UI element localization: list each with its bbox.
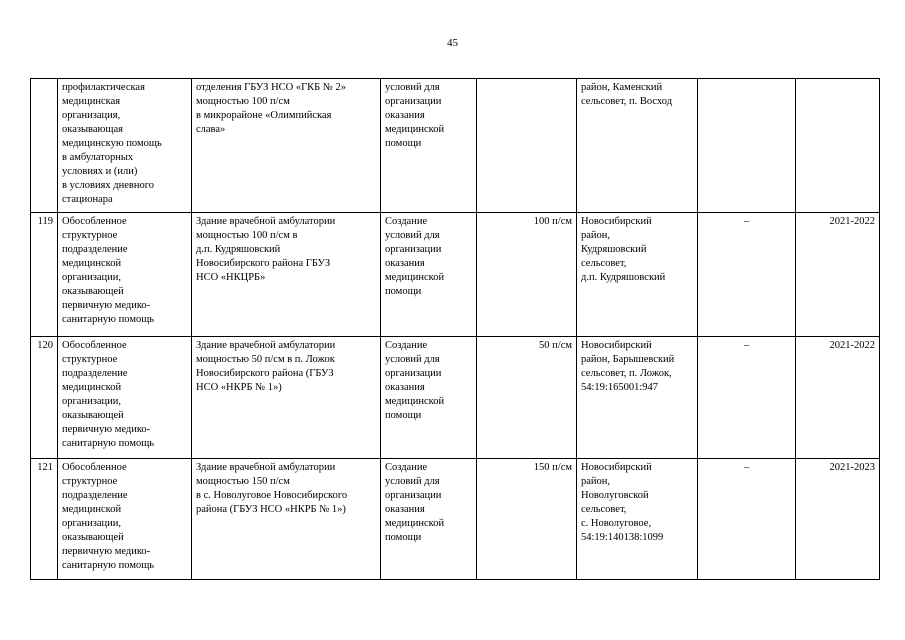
row-number xyxy=(31,79,58,213)
object-cell: Здание врачебной амбулатории мощностью 150 п/см в с. Новолуговое Новосибирского района (ГБУЗ НСО «НКРБ № 1») xyxy=(192,459,381,580)
years-cell: 2021-2022 xyxy=(796,213,880,337)
table-row xyxy=(31,337,880,459)
capacity-cell: 100 п/см xyxy=(477,213,577,337)
page-number: 45 xyxy=(447,37,458,49)
object-cell: отделения ГБУЗ НСО «ГКБ № 2» мощностью 100 п/см в микрорайоне «Олимпийская слава» xyxy=(192,79,381,213)
facility-type-cell: Обособленное структурное подразделение медицинской организации, оказывающей первичную медико- санитарную помощь xyxy=(58,213,192,337)
facility-type-cell: Обособленное структурное подразделение медицинской организации, оказывающей первичную медико- санитарную помощь xyxy=(58,337,192,459)
capacity-cell: 50 п/см xyxy=(477,337,577,459)
row-number: 121 xyxy=(31,459,58,580)
years-cell xyxy=(796,79,880,213)
location-cell: Новосибирский район, Кудряшовский сельсовет, д.п. Кудряшовский xyxy=(577,213,698,337)
location-cell: Новосибирский район, Барышевский сельсовет, п. Ложок, 54:19:165001:947 xyxy=(577,337,698,459)
facility-type-cell: профилактическая медицинская организация, оказывающая медицинскую помощь в амбулаторных условиях и (или) в условиях дневного стационара xyxy=(58,79,192,213)
object-cell: Здание врачебной амбулатории мощностью 100 п/см в д.п. Кудряшовский Новосибирского района ГБУЗ НСО «НКЦРБ» xyxy=(192,213,381,337)
financing-cell xyxy=(698,79,796,213)
financing-cell: – xyxy=(698,337,796,459)
facility-type-cell: Обособленное структурное подразделение медицинской организации, оказывающей первичную медико- санитарную помощь xyxy=(58,459,192,580)
table-row xyxy=(31,459,880,580)
years-cell: 2021-2023 xyxy=(796,459,880,580)
years-cell: 2021-2022 xyxy=(796,337,880,459)
row-number: 119 xyxy=(31,213,58,337)
data-table xyxy=(30,78,880,580)
capacity-cell: 150 п/см xyxy=(477,459,577,580)
capacity-cell xyxy=(477,79,577,213)
object-cell: Здание врачебной амбулатории мощностью 50 п/см в п. Ложок Новосибирского района (ГБУЗ НСО «НКРБ № 1») xyxy=(192,337,381,459)
location-cell: Новосибирский район, Новолуговской сельсовет, с. Новолуговое, 54:19:140138:1099 xyxy=(577,459,698,580)
row-number: 120 xyxy=(31,337,58,459)
purpose-cell: Создание условий для организации оказания медицинской помощи xyxy=(381,459,477,580)
purpose-cell: Создание условий для организации оказания медицинской помощи xyxy=(381,213,477,337)
table-row xyxy=(31,79,880,213)
location-cell: район, Каменский сельсовет, п. Восход xyxy=(577,79,698,213)
financing-cell: – xyxy=(698,213,796,337)
purpose-cell: условий для организации оказания медицинской помощи xyxy=(381,79,477,213)
purpose-cell: Создание условий для организации оказания медицинской помощи xyxy=(381,337,477,459)
financing-cell: – xyxy=(698,459,796,580)
table-row xyxy=(31,213,880,337)
